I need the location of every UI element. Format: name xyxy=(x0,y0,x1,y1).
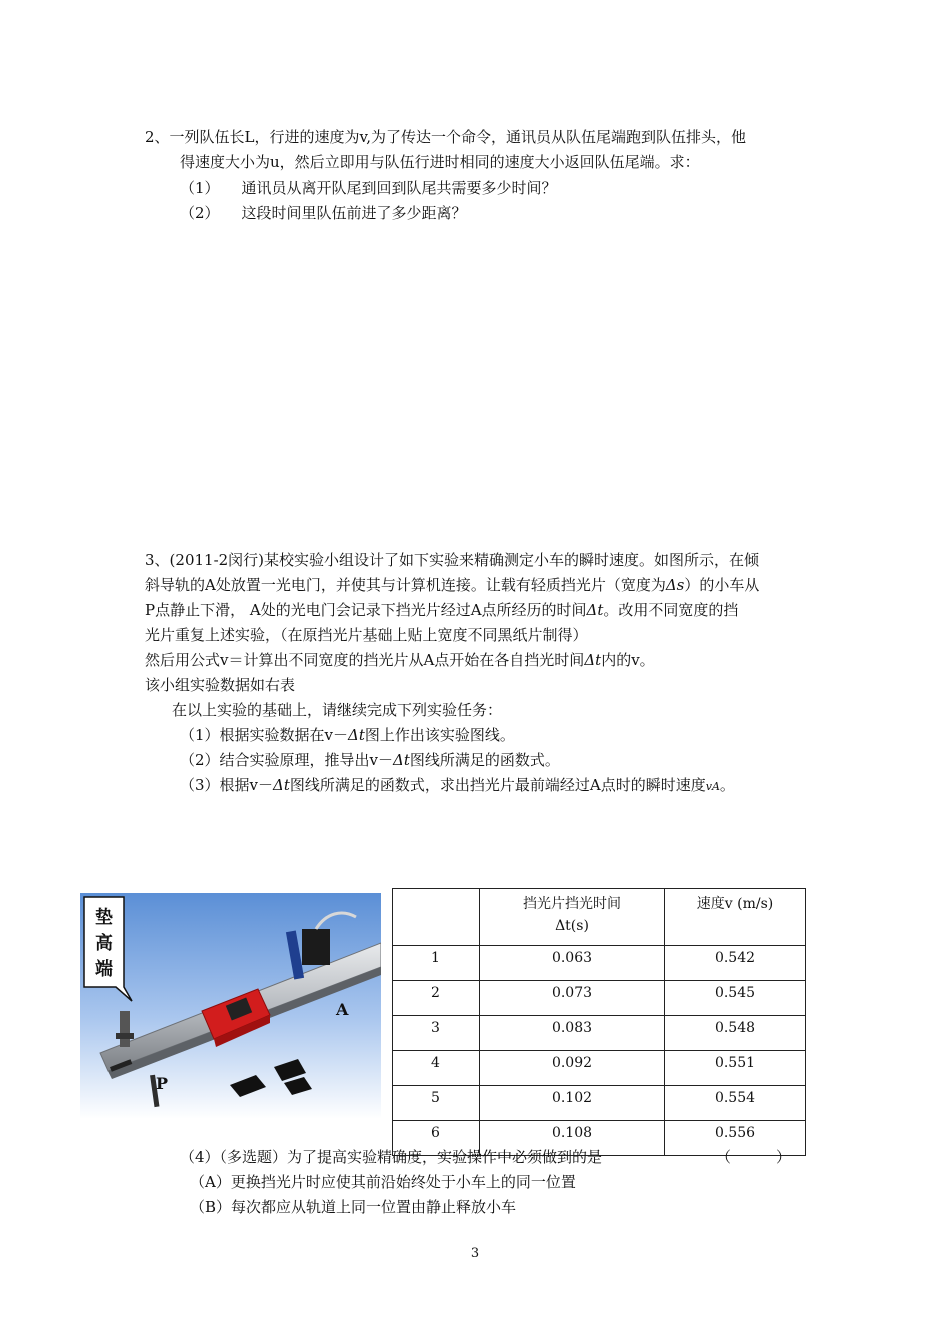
table-header-dt-line-2: Δt(s) xyxy=(555,918,589,934)
table-cell-index: 2 xyxy=(393,981,480,1016)
apparatus-illustration xyxy=(80,893,381,1119)
label-p: P xyxy=(156,1074,169,1093)
table-header-v: 速度v (m/s) xyxy=(665,889,806,946)
q2-line-1: 2、一列队伍长L，行进的速度为v,为了传达一个命令，通讯员从队伍尾端跑到队伍排头，他 xyxy=(145,128,746,146)
table-cell-dt: 0.102 xyxy=(480,1086,665,1121)
q3-task-1 xyxy=(180,724,515,746)
table-cell-v: 0.542 xyxy=(665,946,806,981)
q2-sub-1-text: 通讯员从离开队尾到回到队尾共需要多少时间？ xyxy=(241,179,557,197)
delta-t-symbol: Δt xyxy=(586,601,604,619)
table-row xyxy=(393,981,806,1016)
q3-task-3-c: 图线所满足的函数式，求出挡光片最前端经过A点时的瞬时速度 xyxy=(289,776,706,794)
photogate-head xyxy=(302,929,330,965)
table-row xyxy=(393,1016,806,1051)
table-header-index xyxy=(393,889,480,946)
q3-line-1: 3、(2011-2闵行)某校实验小组设计了如下实验来精确测定小车的瞬时速度。如图所示，在倾 xyxy=(145,551,760,569)
delta-t-symbol: Δt xyxy=(273,776,290,794)
q3-line-3 xyxy=(145,599,738,621)
table-cell-v: 0.551 xyxy=(665,1051,806,1086)
delta-t-symbol: Δt xyxy=(348,726,365,744)
table-cell-dt: 0.063 xyxy=(480,946,665,981)
callout-char-2: 高 xyxy=(95,933,113,954)
table-header-row xyxy=(393,889,806,946)
q3-line-5-a: 然后用公式v＝计算出不同宽度的挡光片从A点开始在各自挡光时间 xyxy=(145,651,585,669)
table-row xyxy=(393,1086,806,1121)
callout-char-3: 端 xyxy=(95,959,113,980)
q3-task-1-a: （1）根据实验数据在v－ xyxy=(180,726,349,744)
q4-option-b: （B）每次都应从轨道上同一位置由静止释放小车 xyxy=(190,1198,517,1216)
table-cell-index: 6 xyxy=(393,1121,480,1156)
q3-line-3-a: P点静止下滑， A处的光电门会记录下挡光片经过A点所经历的时间 xyxy=(145,601,587,619)
q3-line-5 xyxy=(145,649,655,671)
q3-line-3-c: 。改用不同宽度的挡 xyxy=(603,601,739,619)
support-clamp xyxy=(116,1033,134,1039)
table-cell-index: 5 xyxy=(393,1086,480,1121)
table-header-dt-line-1: 挡光片挡光时间 xyxy=(523,896,621,912)
q2-sub-2-number: （2） xyxy=(180,204,220,222)
table-cell-v: 0.545 xyxy=(665,981,806,1016)
q2-sub-1 xyxy=(180,177,557,199)
label-a: A xyxy=(336,1000,349,1019)
callout-char-1: 垫 xyxy=(95,907,113,928)
table-cell-v: 0.556 xyxy=(665,1121,806,1156)
q3-task-1-c: 图上作出该实验图线。 xyxy=(364,726,515,744)
table-cell-dt: 0.092 xyxy=(480,1051,665,1086)
q3-line-2-c: ）的小车从 xyxy=(684,576,760,594)
apparatus-photo xyxy=(80,893,381,1119)
q3-task-3 xyxy=(180,774,735,798)
q3-task-2-c: 图线所满足的函数式。 xyxy=(409,751,560,769)
q2-sub-2-text: 这段时间里队伍前进了多少距离？ xyxy=(241,204,467,222)
table-row xyxy=(393,946,806,981)
v-a-symbol: vA xyxy=(705,780,720,793)
q3-task-3-e: 。 xyxy=(719,776,735,794)
q3-line-5-c: 内的v。 xyxy=(601,651,655,669)
delta-t-symbol: Δt xyxy=(393,751,410,769)
q3-line-4: 光片重复上述实验，（在原挡光片基础上贴上宽度不同黑纸片制得） xyxy=(145,626,588,644)
q2-sub-2 xyxy=(180,202,467,224)
table-cell-index: 1 xyxy=(393,946,480,981)
q3-line-7: 在以上实验的基础上，请继续完成下列实验任务： xyxy=(172,701,503,719)
q2-line-2: 得速度大小为u，然后立即用与队伍行进时相同的速度大小返回队伍尾端。求： xyxy=(180,153,700,171)
q2-sub-1-number: （1） xyxy=(180,179,220,197)
table-cell-index: 3 xyxy=(393,1016,480,1051)
table-cell-index: 4 xyxy=(393,1051,480,1086)
table-row xyxy=(393,1051,806,1086)
delta-s-symbol: Δs xyxy=(665,576,685,594)
support-post xyxy=(120,1011,130,1047)
table-cell-v: 0.554 xyxy=(665,1086,806,1121)
data-table xyxy=(392,888,806,1156)
delta-t-symbol: Δt xyxy=(584,651,602,669)
q3-task-3-a: （3）根据v－ xyxy=(180,776,274,794)
table-cell-dt: 0.108 xyxy=(480,1121,665,1156)
table-cell-dt: 0.083 xyxy=(480,1016,665,1051)
q3-line-6: 该小组实验数据如右表 xyxy=(145,676,296,694)
table-cell-v: 0.548 xyxy=(665,1016,806,1051)
q3-task-2 xyxy=(180,749,560,771)
q4-option-a: （A）更换挡光片时应使其前沿始终处于小车上的同一位置 xyxy=(190,1173,576,1191)
q3-line-2-a: 斜导轨的A处放置一光电门，并使其与计算机连接。让载有轻质挡光片（宽度为 xyxy=(145,576,666,594)
q4-stem: （4）（多选题）为了提高实验精确度，实验操作中必须做到的是 xyxy=(180,1148,603,1166)
q4-answer-blank: （ ） xyxy=(716,1148,792,1166)
table-header-dt xyxy=(480,889,665,946)
q3-line-2 xyxy=(145,574,759,596)
table-cell-dt: 0.073 xyxy=(480,981,665,1016)
q3-task-2-a: （2）结合实验原理，推导出v－ xyxy=(180,751,394,769)
page-number: 3 xyxy=(470,1246,480,1261)
